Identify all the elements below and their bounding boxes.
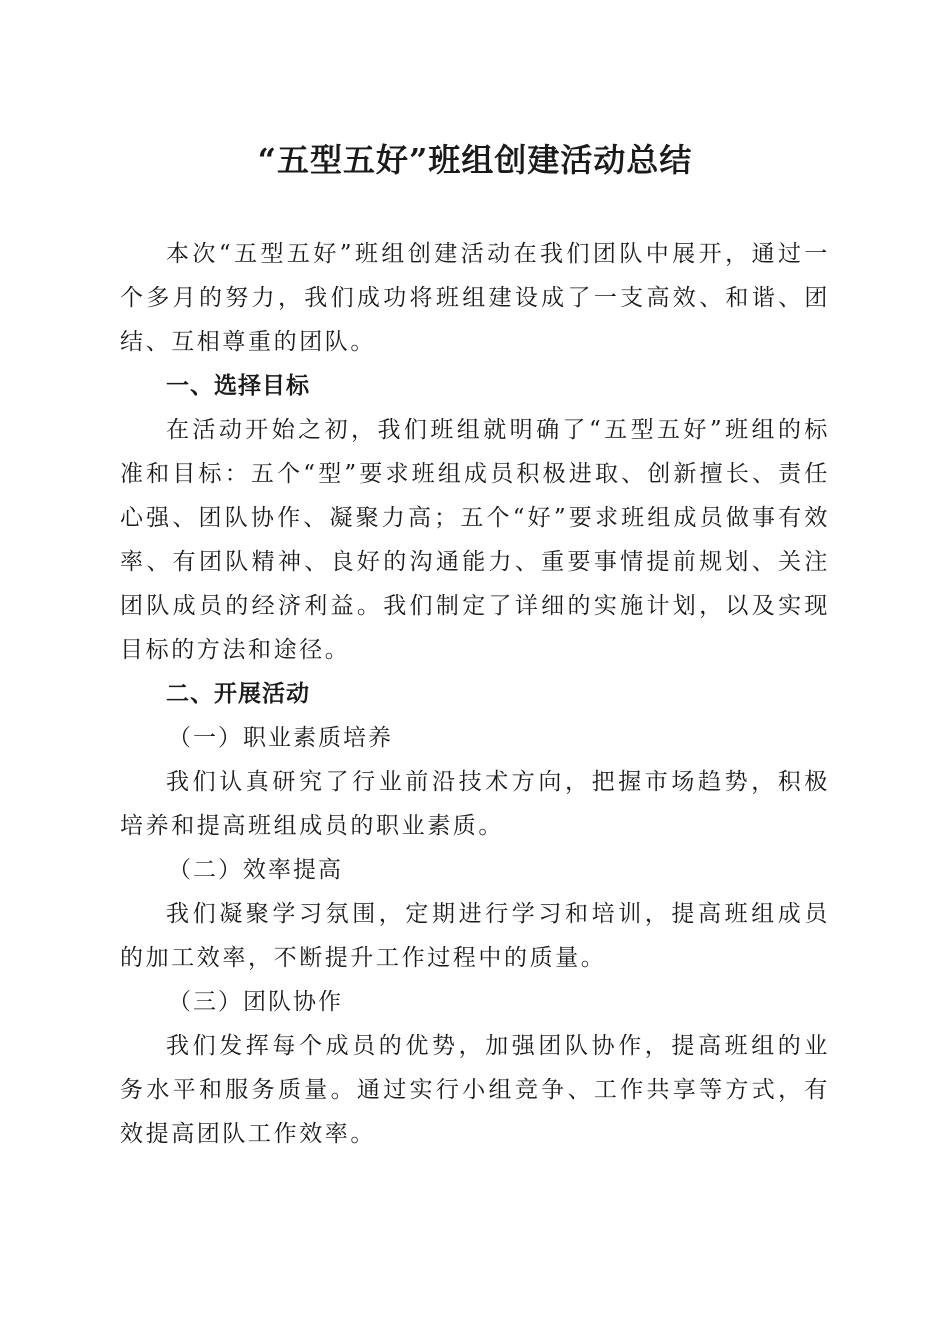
subsection-heading-efficiency: （二）效率提高 [168,857,343,883]
subsection-paragraph-professional-quality: 我们认真研究了行业前沿技术方向，把握市场趋势，积极培养和提高班组成员的职业素质。 [120,769,830,839]
document-body [120,232,830,1156]
section-heading-goals: 一、选择目标 [166,372,310,399]
subsection-heading-teamwork: （三）团队协作 [168,989,343,1015]
intro-paragraph: 本次“五型五好”班组创建活动在我们团队中展开，通过一个多月的努力，我们成功将班组建设成了一支高效、和谐、团结、互相尊重的团队。 [120,241,830,355]
subsection-heading-professional-quality: （一）职业素质培养 [168,725,393,751]
section-paragraph-goals: 在活动开始之初，我们班组就明确了“五型五好”班组的标准和目标：五个“型”要求班组成员积极进取、创新擅长、责任心强、团队协作、凝聚力高；五个“好”要求班组成员做事有效率、有团队精神、良好的沟通能力、重要事情提前规划、关注团队成员的经济利益。我们制定了详细的实施计划，以及实现目标的方法和途径。 [120,417,830,663]
subsection-paragraph-efficiency: 我们凝聚学习氛围，定期进行学习和培训，提高班组成员的加工效率，不断提升工作过程中的质量。 [120,901,830,971]
section-heading-activities: 二、开展活动 [166,680,310,707]
document-title: “五型五好”班组创建活动总结 [257,141,693,179]
subsection-paragraph-teamwork: 我们发挥每个成员的优势，加强团队协作，提高班组的业务水平和服务质量。通过实行小组竞争、工作共享等方式，有效提高团队工作效率。 [120,1033,830,1147]
